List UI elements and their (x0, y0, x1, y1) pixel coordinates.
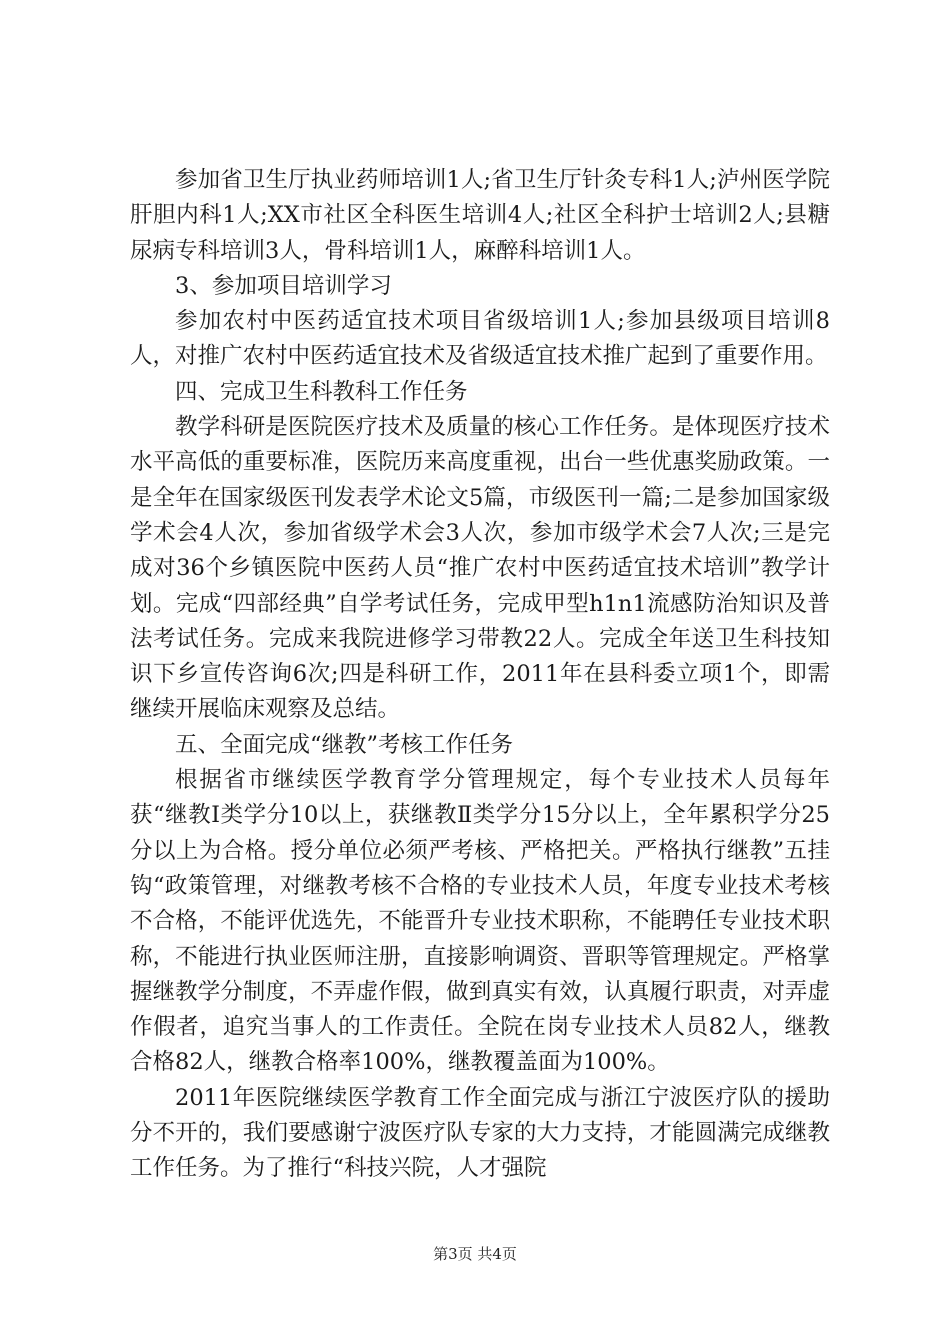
paragraph-project-training: 参加农村中医药适宜技术项目省级培训1人;参加县级项目培训8人，对推广农村中医药适宜技术及省级适宜技术推广起到了重要作用。 (130, 308, 830, 370)
page-footer: 第3页 共4页 (433, 1245, 517, 1263)
document-body (130, 163, 830, 1187)
paragraph-teaching-research: 教学科研是医院医疗技术及质量的核心工作任务。是体现医疗技术水平高低的重要标准，医院历来高度重视，出台一些优惠奖励政策。一是全年在国家级医刊发表学术论文5篇，市级医刊一篇;二是参加国家级学术会4人次，参加省级学术会3人次，参加市级学术会7人次;三是完成对36个乡镇医院中医药人员“推广农村中医药适宜技术培训”教学计划。完成“四部经典”自学考试任务，完成甲型h1n1流感防治知识及普法考试任务。完成来我院进修学习带教22人。完成全年送卫生科技知识下乡宣传咨询6次;四是科研工作，2011年在县科委立项1个，即需继续开展临床观察及总结。 (130, 414, 830, 723)
heading-section-five: 五、全面完成“继教”考核工作任务 (175, 731, 514, 758)
paragraph-training-list: 参加省卫生厅执业药师培训1人;省卫生厅针灸专科1人;泸州医学院肝胆内科1人;XX市社区全科医生培训4人;社区全科护士培训2人;县糖尿病专科培训3人，骨科培训1人，麻醉科培训1人。 (130, 167, 830, 264)
paragraph-credit-rules: 根据省市继续医学教育学分管理规定，每个专业技术人员每年获“继教Ⅰ类学分10以上，获继教Ⅱ类学分15分以上，全年累积学分25分以上为合格。授分单位必须严考核、严格把关。严格执行继教”五挂钩“政策管理，对继教考核不合格的专业技术人员，年度专业技术考核不合格，不能评优选先，不能晋升专业技术职称，不能聘任专业技术职称，不能进行执业医师注册，直接影响调资、晋职等管理规定。严格掌握继教学分制度，不弄虚作假，做到真实有效，认真履行职责，对弄虚作假者，追究当事人的工作责任。全院在岗专业技术人员82人，继教合格82人，继教合格率100%，继教覆盖面为100%。 (130, 767, 830, 1076)
heading-project-training: 3、参加项目培训学习 (175, 272, 392, 299)
heading-section-four: 四、完成卫生科教科工作任务 (175, 378, 468, 405)
paragraph-ningbo-support: 2011年医院继续医学教育工作全面完成与浙江宁波医疗队的援助分不开的，我们要感谢宁波医疗队专家的大力支持，才能圆满完成继教工作任务。为了推行“科技兴院，人才强院 (130, 1084, 830, 1182)
